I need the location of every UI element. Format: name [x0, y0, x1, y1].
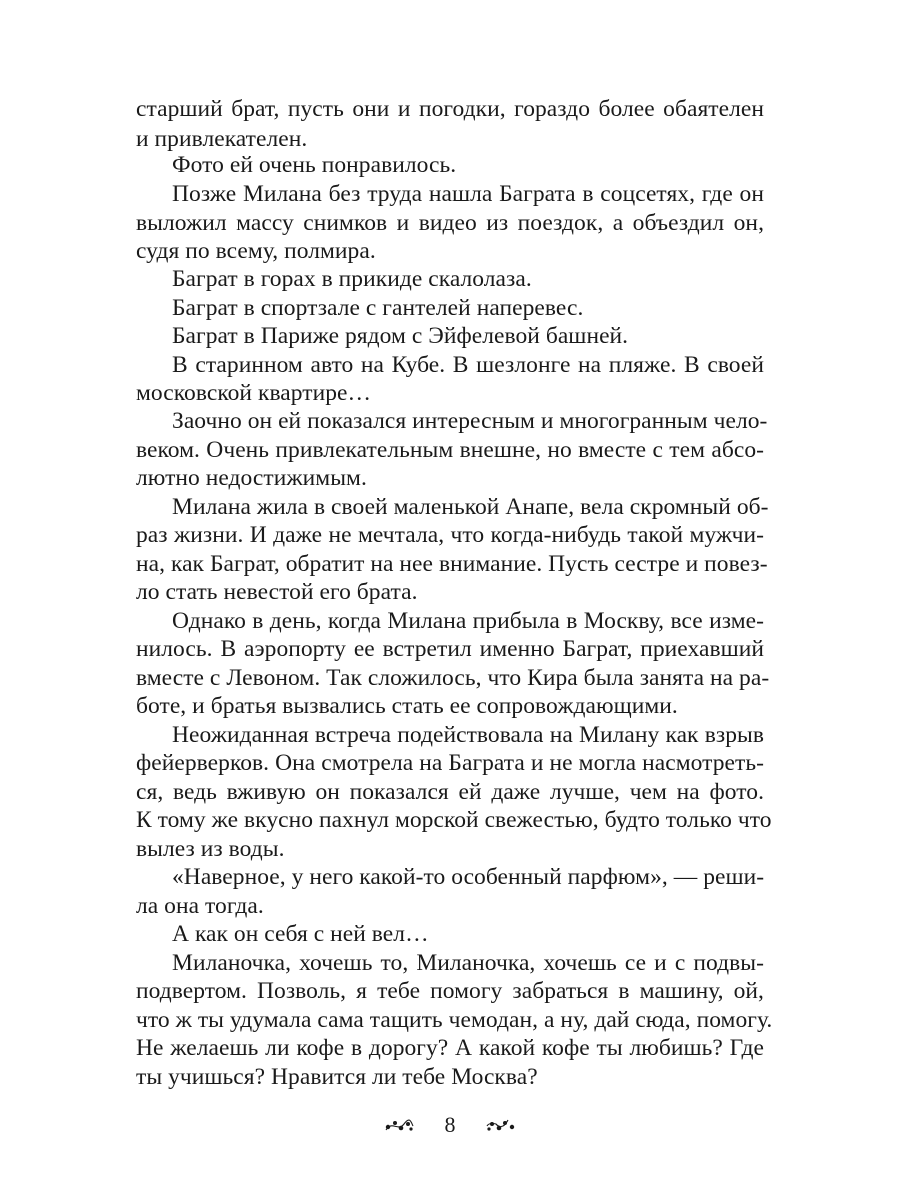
- text-line: Баграт в Париже рядом с Эйфелевой башней.: [172, 323, 629, 349]
- text-line: Миланочка, хочешь то, Миланочка, хочешь се и с подвы-: [172, 950, 764, 976]
- text-line: ло стать невестой его брата.: [136, 579, 418, 605]
- page-number: 8: [444, 1112, 456, 1137]
- text-line: Позже Милана без труда нашла Баграта в соцсетях, где он: [172, 181, 764, 207]
- text-line: лютно недостижимым.: [136, 465, 367, 491]
- text-line: Милана жила в своей маленькой Анапе, вела скромный об-: [172, 494, 769, 520]
- text-line: судя по всему, полмира.: [136, 238, 376, 264]
- text-line: Заочно он ей показался интересным и многогранным чело-: [172, 408, 768, 434]
- text-line: фейерверков. Она смотрела на Баграта и не могла насмотреть-: [136, 750, 764, 776]
- text-line: Баграт в спортзале с гантелей наперевес.: [172, 295, 584, 321]
- text-line: К тому же вкусно пахнул морской свежестью, будто только что: [136, 807, 772, 833]
- floral-ornament-icon: [486, 1116, 516, 1134]
- text-line: ся, ведь вживую он показался ей даже лучше, чем на фото.: [136, 779, 764, 805]
- page-footer: [0, 1108, 900, 1142]
- text-line: Неожиданная встреча подействовала на Милану как взрыв: [172, 722, 764, 748]
- text-line: раз жизни. И даже не мечтала, что когда-нибудь такой мужчи-: [136, 522, 764, 548]
- text-line: московской квартире…: [136, 380, 372, 406]
- text-line: Фото ей очень понравилось.: [172, 152, 457, 178]
- text-line: ла она тогда.: [136, 893, 264, 919]
- text-line: старший брат, пусть они и погодки, гораздо более обаятелен: [136, 96, 764, 122]
- text-line: что ж ты удумала сама тащить чемодан, а ну, дай сюда, помогу.: [136, 1007, 773, 1033]
- text-line: боте, и братья вызвались стать ее сопровождающими.: [136, 693, 678, 719]
- text-line: ты учишься? Нравится ли тебе Москва?: [136, 1064, 538, 1090]
- text-line: вместе с Левоном. Так сложилось, что Кира была занята на ра-: [136, 665, 770, 691]
- text-line: Не желаешь ли кофе в дорогу? А какой кофе ты любишь? Где: [136, 1035, 764, 1061]
- text-line: веком. Очень привлекательным внешне, но вместе с тем абсо-: [136, 437, 764, 463]
- text-line: вылез из воды.: [136, 836, 285, 862]
- text-line: на, как Баграт, обратит на нее внимание. Пусть сестре и повез-: [136, 551, 768, 577]
- text-line: «Наверное, у него какой-то особенный парфюм», — реши-: [172, 864, 765, 890]
- text-line: Баграт в горах в прикиде скалолаза.: [172, 266, 532, 292]
- floral-ornament-icon: [384, 1116, 414, 1134]
- text-line: А как он себя с ней вел…: [172, 921, 429, 947]
- text-line: выложил массу снимков и видео из поездок, а объездил он,: [136, 210, 764, 236]
- text-line: и привлекателен.: [136, 126, 308, 152]
- text-line: В старинном авто на Кубе. В шезлонге на пляже. В своей: [172, 352, 764, 378]
- text-line: нилось. В аэропорту ее встретил именно Баграт, приехавший: [136, 636, 764, 662]
- text-line: Однако в день, когда Милана прибыла в Москву, все изме-: [172, 608, 764, 634]
- text-line: подвертом. Позволь, я тебе помогу забраться в машину, ой,: [136, 978, 764, 1004]
